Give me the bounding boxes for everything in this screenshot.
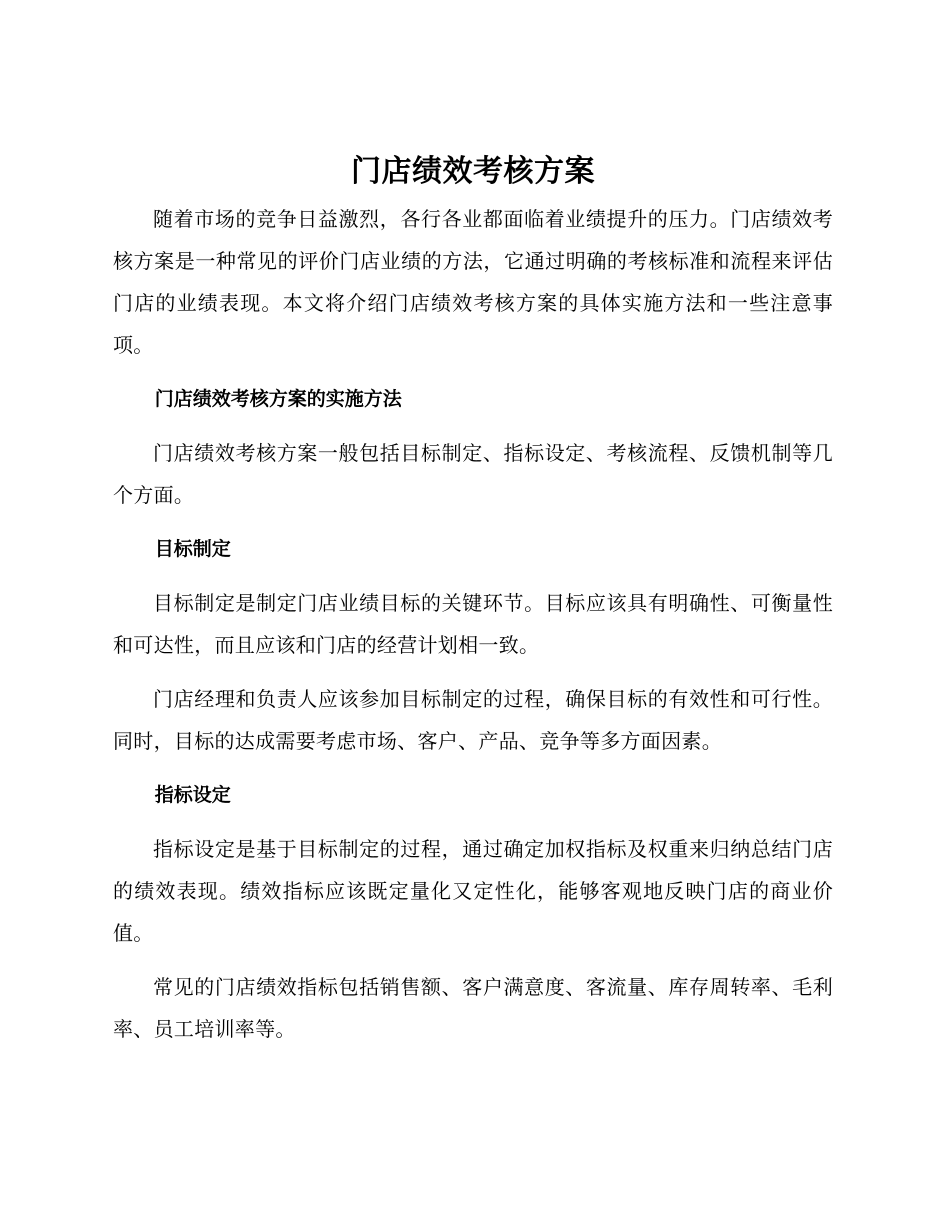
spacer xyxy=(113,762,833,774)
section-heading-indicator-setting: 指标设定 xyxy=(154,784,231,806)
spacer xyxy=(113,666,833,678)
document-page xyxy=(113,150,833,1050)
spacer xyxy=(113,420,833,432)
section-paragraph: 门店经理和负责人应该参加目标制定的过程，确保目标的有效性和可行性。同时，目标的达成需要考虑市场、客户、产品、竞争等多方面因素。 xyxy=(113,687,833,753)
section-paragraph: 常见的门店绩效指标包括销售额、客户满意度、客流量、库存周转率、毛利率、员工培训率等。 xyxy=(113,975,833,1041)
section-heading-goal-setting: 目标制定 xyxy=(154,538,231,560)
section-heading-implementation: 门店绩效考核方案的实施方法 xyxy=(154,388,402,410)
spacer xyxy=(113,570,833,582)
section-paragraph: 门店绩效考核方案一般包括目标制定、指标设定、考核流程、反馈机制等几个方面。 xyxy=(113,441,833,507)
document-title: 门店绩效考核方案 xyxy=(351,154,595,189)
spacer xyxy=(113,516,833,528)
section-paragraph: 指标设定是基于目标制定的过程，通过确定加权指标及权重来归纳总结门店的绩效表现。绩效指标应该既定量化又定性化，能够客观地反映门店的商业价值。 xyxy=(113,837,833,945)
spacer xyxy=(113,816,833,828)
spacer xyxy=(113,954,833,966)
spacer xyxy=(113,366,833,378)
intro-paragraph: 随着市场的竞争日益激烈，各行各业都面临着业绩提升的压力。门店绩效考核方案是一种常见的评价门店业绩的方法，它通过明确的考核标准和流程来评估门店的业绩表现。本文将介绍门店绩效考核方案的具体实施方法和一些注意事项。 xyxy=(113,207,833,357)
section-paragraph: 目标制定是制定门店业绩目标的关键环节。目标应该具有明确性、可衡量性和可达性，而且应该和门店的经营计划相一致。 xyxy=(113,591,833,657)
